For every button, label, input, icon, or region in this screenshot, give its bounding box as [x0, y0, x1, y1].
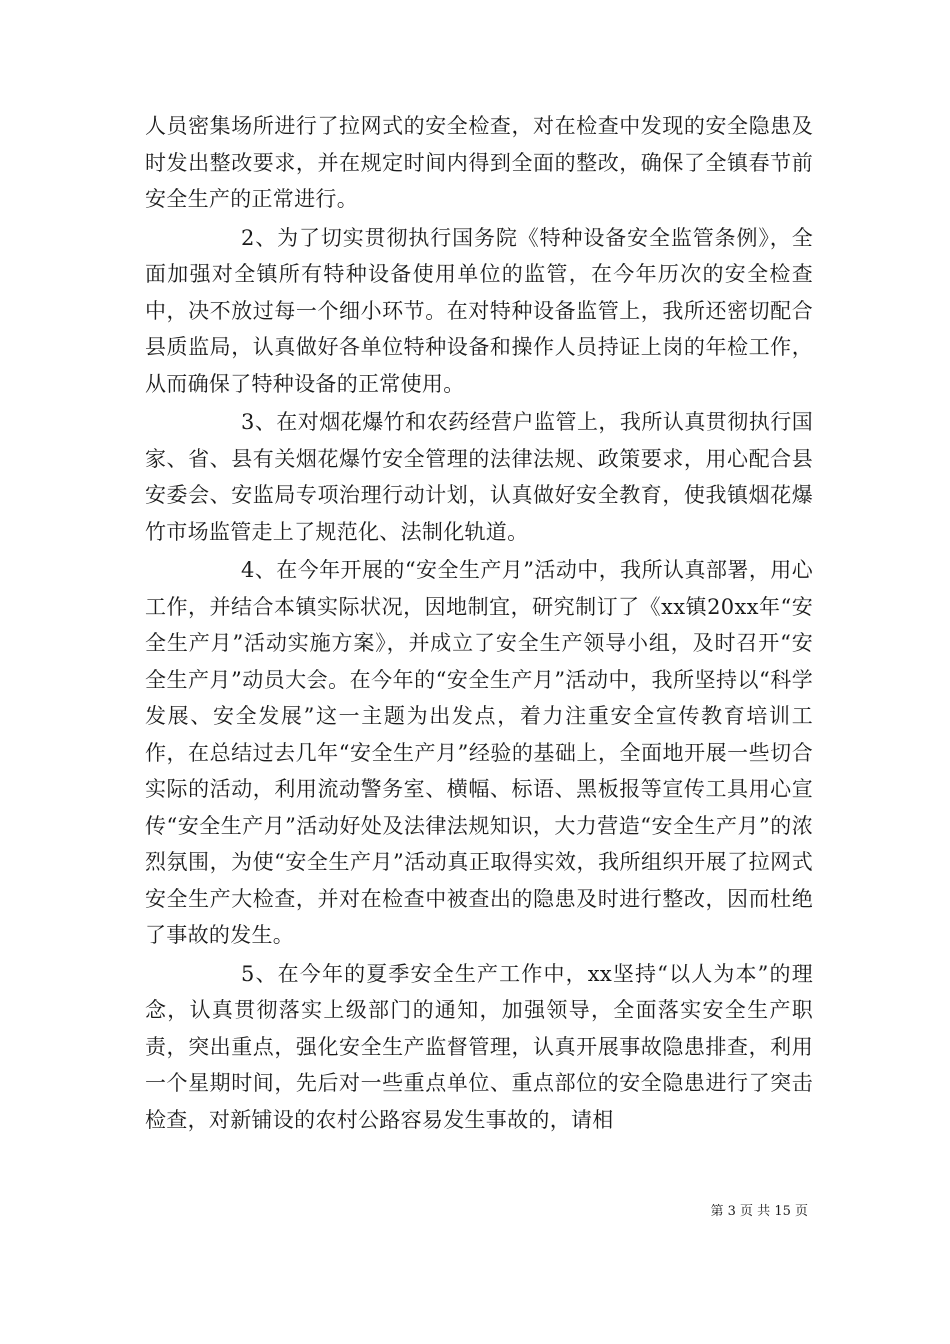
paragraph-item-3: 3、在对烟花爆竹和农药经营户监管上，我所认真贯彻执行国家、省、县有关烟花爆竹安全管理的法律法规、政策要求，用心配合县安委会、安监局专项治理行动计划，认真做好安全教育，使我镇烟花爆竹市场监管走上了规范化、法制化轨道。 — [145, 410, 813, 544]
paragraph-item-2: 2、为了切实贯彻执行国务院《特种设备安全监管条例》，全面加强对全镇所有特种设备使用单位的监管，在今年历次的安全检查中，决不放过每一个细小环节。在对特种设备监管上，我所还密切配合县质监局，认真做好各单位特种设备和操作人员持证上岗的年检工作，从而确保了特种设备的正常使用。 — [145, 225, 813, 396]
paragraph-item-4: 4、在今年开展的“安全生产月”活动中，我所认真部署，用心工作，并结合本镇实际状况，因地制宜，研究制订了《xx镇20xx年“安全生产月”活动实施方案》，并成立了安全生产领导小组，及时召开“安全生产月”动员大会。在今年的“安全生产月”活动中，我所坚持以“科学发展、安全发展”这一主题为出发点，着力注重安全宣传教育培训工作，在总结过去几年“安全生产月”经验的基础上，全面地开展一些切合实际的活动，利用流动警务室、横幅、标语、黑板报等宣传工具用心宣传“安全生产月”活动好处及法律法规知识，大力营造“安全生产月”的浓烈氛围，为使“安全生产月”活动真正取得实效，我所组织开展了拉网式安全生产大检查，并对在检查中被查出的隐患及时进行整改，因而杜绝了事故的发生。 — [145, 558, 813, 947]
document-body — [145, 108, 813, 1140]
page-number: 第 3 页 共 15 页 — [710, 1204, 808, 1219]
paragraph-item-5: 5、在今年的夏季安全生产工作中，xx坚持“以人为本”的理念，认真贯彻落实上级部门的通知，加强领导，全面落实安全生产职责，突出重点，强化安全生产监督管理，认真开展事故隐患排查，利用一个星期时间，先后对一些重点单位、重点部位的安全隐患进行了突击检查，对新铺设的农村公路容易发生事故的，请相 — [145, 961, 813, 1132]
paragraph-continuation: 人员密集场所进行了拉网式的安全检查，对在检查中发现的安全隐患及时发出整改要求，并在规定时间内得到全面的整改，确保了全镇春节前安全生产的正常进行。 — [145, 114, 813, 211]
